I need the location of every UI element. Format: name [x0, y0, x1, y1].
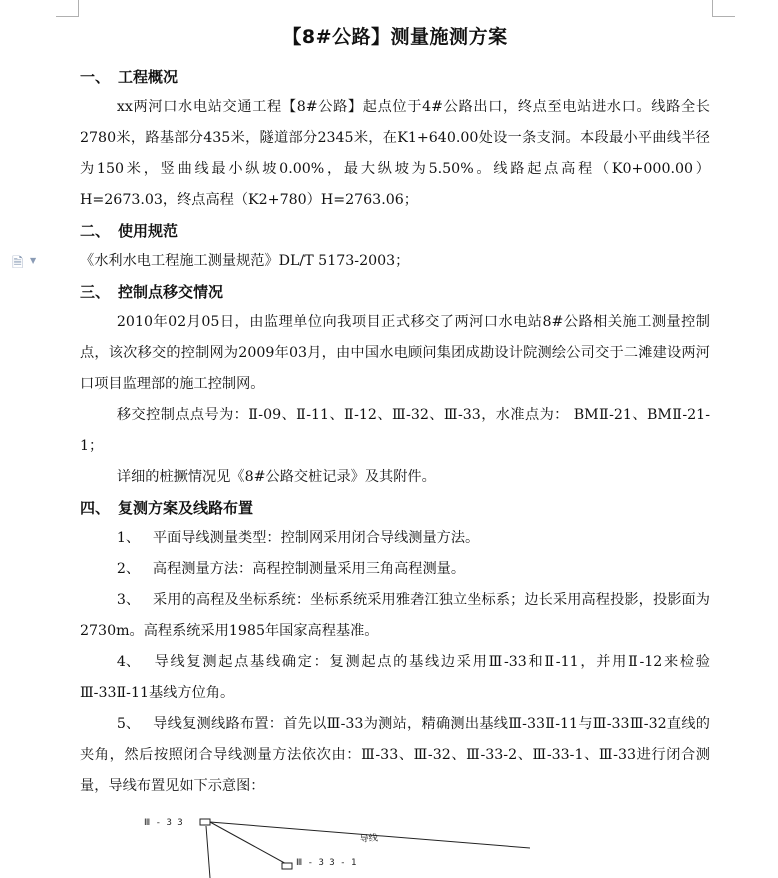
list-number: 1、	[116, 530, 141, 546]
list-item	[80, 554, 710, 585]
chevron-down-icon[interactable]: ▼	[30, 256, 37, 265]
list-number: 4、	[116, 654, 141, 670]
station-label: Ⅲ - 3 3 - 1	[296, 858, 357, 868]
section-number: 一、	[80, 68, 111, 86]
section-heading-2	[80, 216, 710, 246]
section-heading-4	[80, 493, 710, 523]
list-item	[80, 585, 710, 647]
section-title: 使用规范	[118, 222, 179, 240]
list-text: 平面导线测量类型：控制网采用闭合导线测量方法。	[152, 530, 480, 546]
section-number: 三、	[80, 283, 111, 301]
list-number: 2、	[116, 561, 141, 577]
crop-mark-top-right	[712, 0, 735, 17]
crop-mark-top-left	[56, 0, 79, 17]
traverse-line	[206, 826, 210, 878]
section-heading-1	[80, 62, 710, 92]
paragraph: 2010年02月05日，由监理单位向我项目正式移交了两河口水电站8#公路相关施工测量控制点，该次移交的控制网为2009年03月，由中国水电顾问集团成勘设计院测绘公司交于二滩建设两河口项目监理部的施工控制网。	[80, 314, 710, 392]
section-title: 工程概况	[118, 68, 179, 86]
section-title: 控制点移交情况	[118, 283, 224, 301]
station-label: Ⅲ - 3 3	[144, 818, 183, 828]
section-heading-3	[80, 277, 710, 307]
traverse-diagram	[130, 812, 530, 878]
list-item	[80, 523, 710, 554]
list-text: 导线复测起点基线确定：复测起点的基线边采用Ⅲ-33和Ⅱ-11，并用Ⅱ-12来检验Ⅲ-33Ⅱ-11基线方位角。	[80, 654, 710, 701]
list-number: 5、	[116, 716, 141, 732]
line-label: 导线	[359, 833, 379, 845]
station-marker	[200, 819, 210, 825]
list-text: 导线复测线路布置：首先以Ⅲ-33为测站，精确测出基线Ⅲ-33Ⅱ-11与Ⅲ-33Ⅲ-32直线的夹角，然后按照闭合导线测量方法依次由：Ⅲ-33、Ⅲ-32、Ⅲ-33-2、Ⅲ-33-1、Ⅲ-33进行闭合测量，导线布置见如下示意图：	[80, 716, 710, 794]
list-item	[80, 647, 710, 709]
section-number: 四、	[80, 499, 111, 517]
paragraph: xx两河口水电站交通工程【8#公路】起点位于4#公路出口，终点至电站进水口。线路全长2780米，路基部分435米，隧道部分2345米，在K1+640.00处设一条支洞。本段最小平曲线半径为150米，竖曲线最小纵坡0.00%，最大纵坡为5.50%。线路起点高程（K0+000.00）H=2673.03，终点高程（K2+780）H=2763.06；	[80, 99, 710, 208]
paragraph: 详细的桩撅情况见《8#公路交桩记录》及其附件。	[116, 469, 436, 485]
traverse-line	[210, 822, 290, 866]
station-marker	[282, 863, 292, 869]
list-number: 3、	[116, 592, 141, 608]
list-text: 采用的高程及坐标系统：坐标系统采用雅砻江独立坐标系；边长采用高程投影，投影面为2730m。高程系统采用1985年国家高程基准。	[80, 592, 710, 639]
list-text: 高程测量方法：高程控制测量采用三角高程测量。	[152, 561, 466, 577]
list-item	[80, 709, 710, 802]
section-number: 二、	[80, 222, 111, 240]
paragraph: 《水利水电工程施工测量规范》DL/T 5173-2003；	[80, 253, 410, 269]
section-title: 复测方案及线路布置	[118, 499, 254, 517]
paragraph: 移交控制点点号为：Ⅱ-09、Ⅱ-11、Ⅱ-12、Ⅲ-32、Ⅲ-33，水准点为： BMⅡ-21、BMⅡ-21-1；	[80, 407, 710, 454]
document-icon[interactable]: 🗎	[12, 255, 24, 271]
page-title: 【8#公路】测量施测方案	[282, 26, 508, 48]
document-page	[80, 18, 710, 802]
